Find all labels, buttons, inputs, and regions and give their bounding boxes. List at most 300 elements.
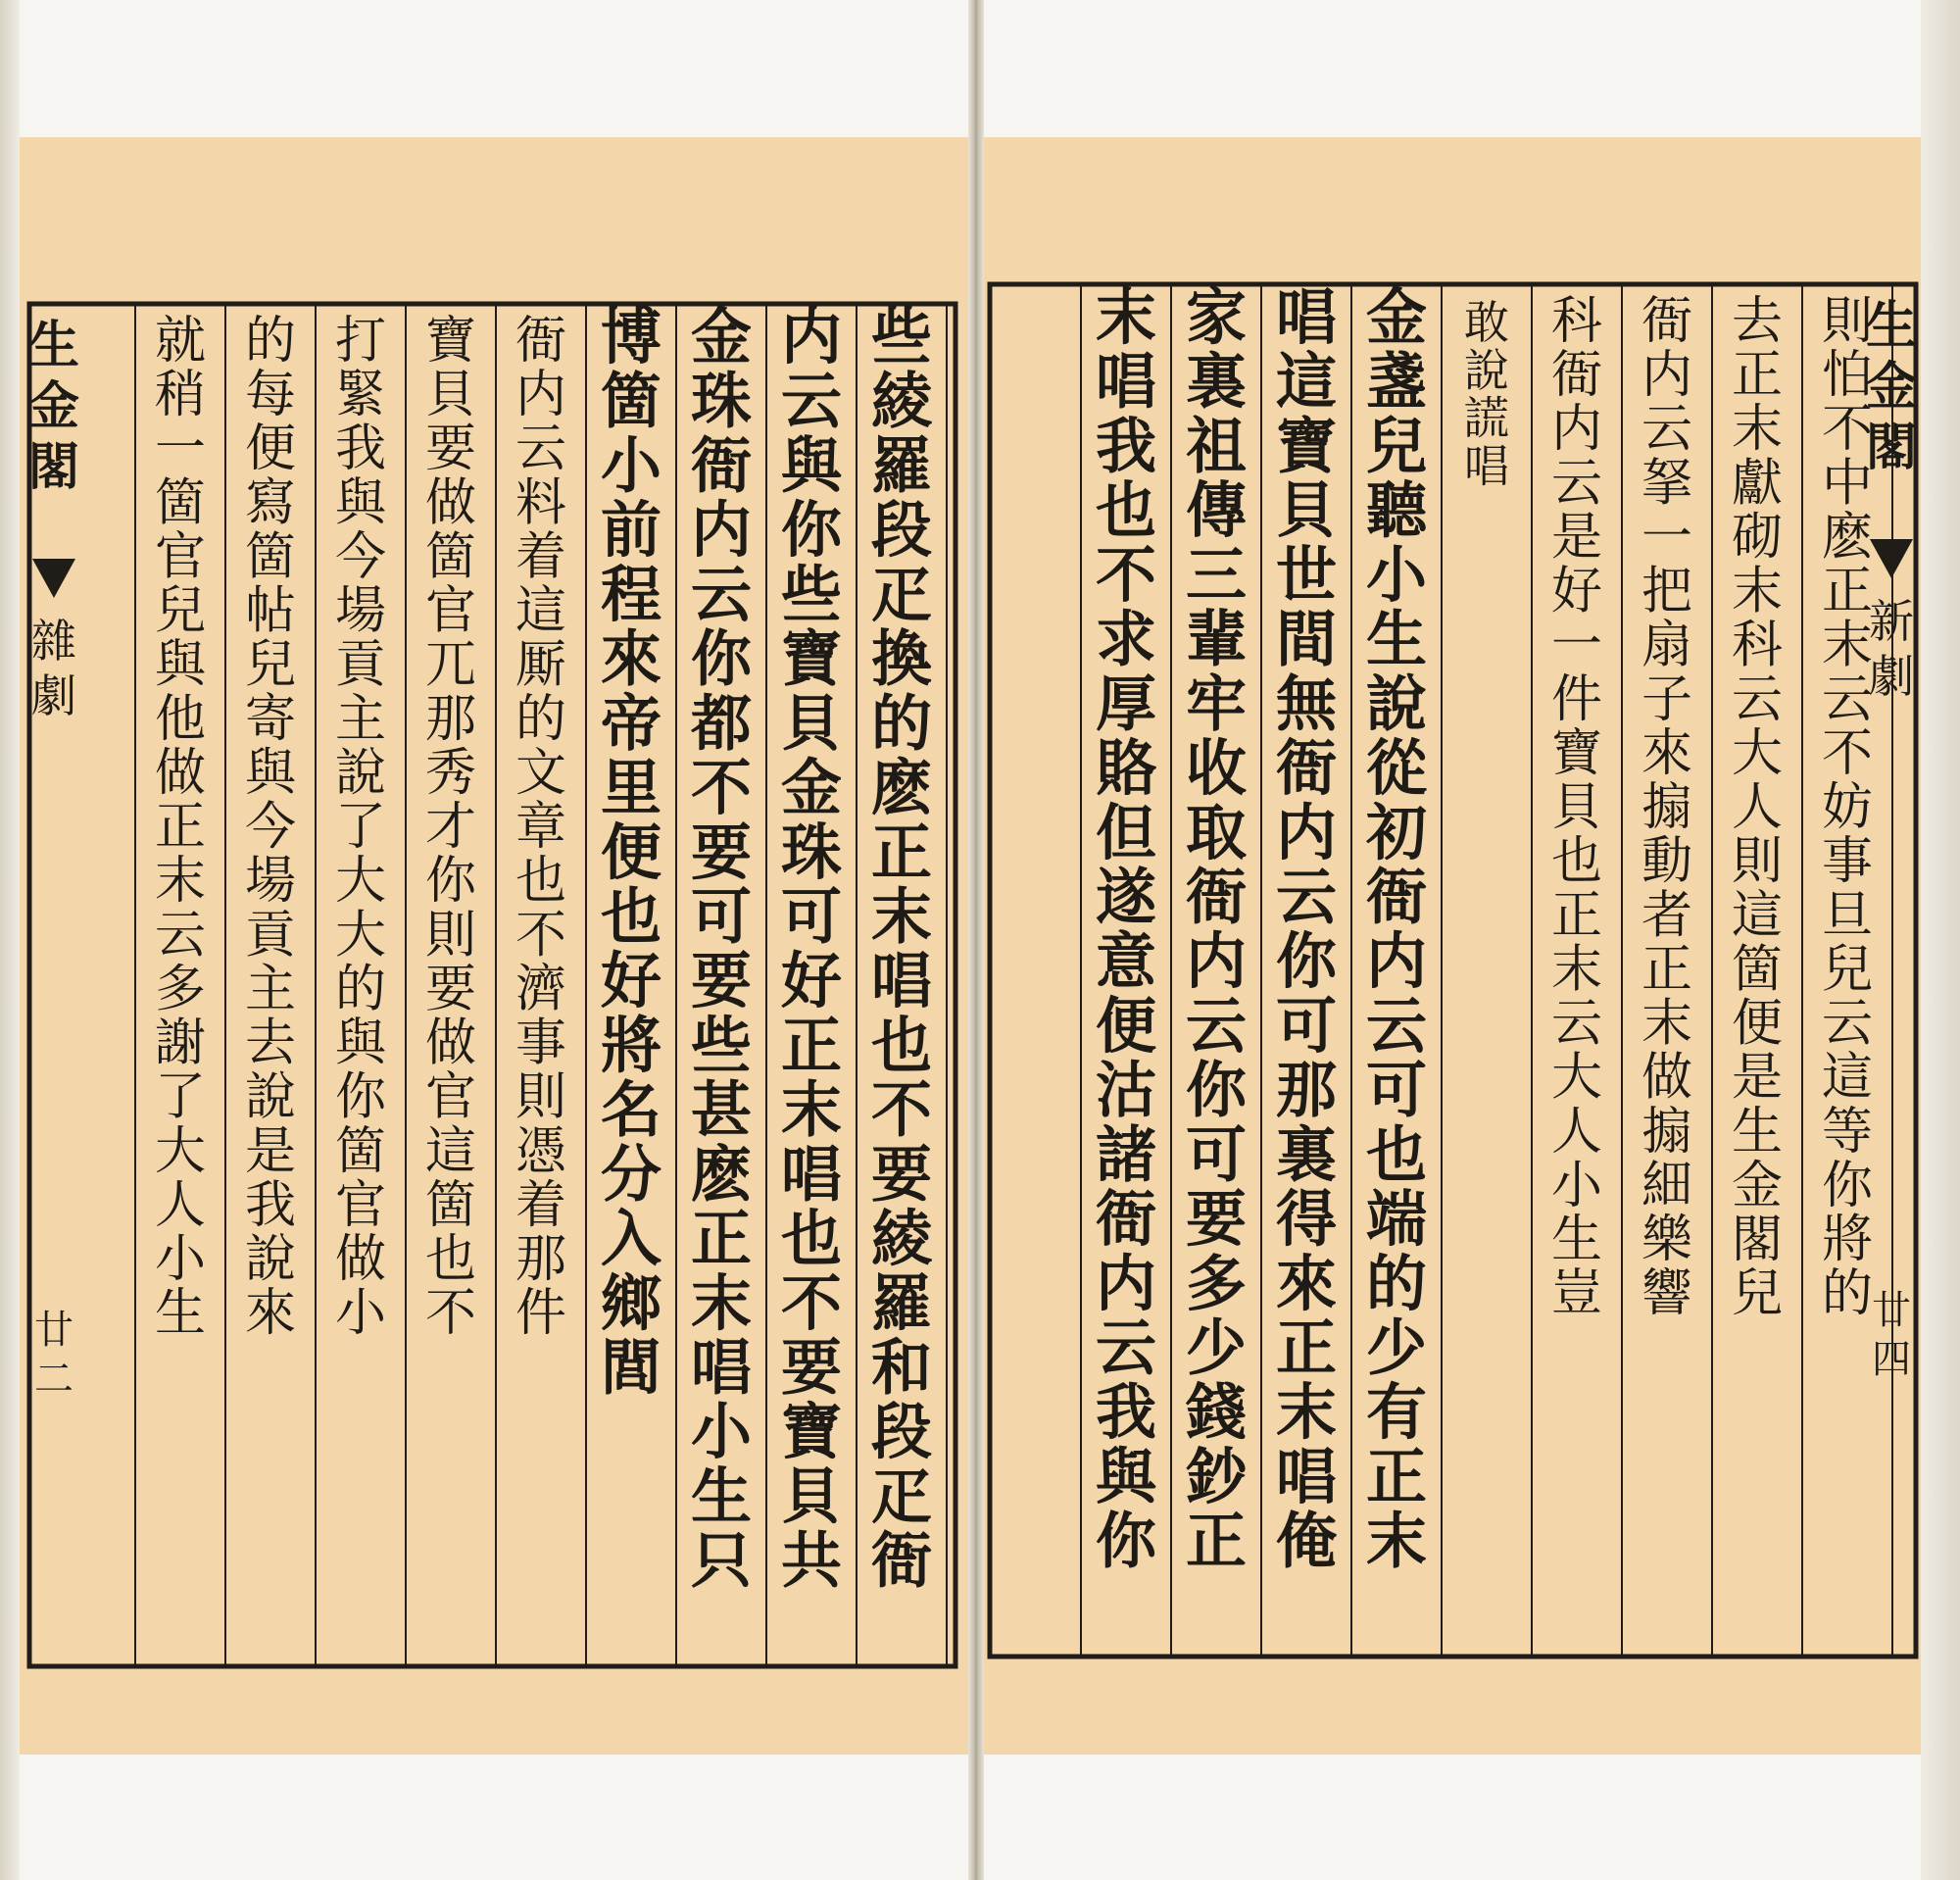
left-line-1-char: 不 <box>780 1266 843 1339</box>
right-line-6-char: 這 <box>1275 345 1338 418</box>
left-line-6-char: 緊 <box>334 366 387 425</box>
right-line-5-char: 小 <box>1365 538 1428 611</box>
right-line-6-char: 可 <box>1275 989 1338 1062</box>
right-line-3-char: 人 <box>1550 1102 1603 1162</box>
left-line-6-char: 做 <box>334 1230 387 1290</box>
right-folio-char: 廿 <box>1872 1288 1911 1333</box>
left-line-8-char: 末 <box>154 852 207 912</box>
right-line-6-char: 唱 <box>1275 281 1338 353</box>
right-line-3-char: 一 <box>1550 616 1603 675</box>
left-line-3-char: 入 <box>600 1203 662 1275</box>
left-line-5-char: 貝 <box>424 366 477 425</box>
right-line-6-char: 世 <box>1275 538 1338 611</box>
left-line-8-char: 了 <box>154 1067 207 1127</box>
left-line-2-char: 只 <box>690 1524 753 1597</box>
right-line-6-char: 唱 <box>1275 1440 1338 1512</box>
left-line-3-char: 程 <box>600 558 662 630</box>
right-line-0-char: 妨 <box>1821 778 1874 838</box>
left-line-2-char: 麽 <box>690 1138 753 1211</box>
left-line-6-char: 大 <box>334 906 387 965</box>
left-line-5-char: 做 <box>424 1014 477 1073</box>
left-line-7-char: 說 <box>244 1230 297 1290</box>
left-line-6-char: 場 <box>334 581 387 641</box>
right-line-2-char: 扇 <box>1641 616 1693 675</box>
left-line-5-char: 官 <box>424 581 477 641</box>
right-line-2-char: 響 <box>1641 1264 1693 1324</box>
right-line-0-char: 旦 <box>1821 886 1874 946</box>
left-line-5-char: 寶 <box>424 312 477 371</box>
right-line-8-char: 意 <box>1095 925 1157 998</box>
right-line-5-char: 少 <box>1365 1311 1428 1384</box>
right-line-8-char: 與 <box>1095 1440 1157 1512</box>
right-line-0-char: 不 <box>1821 400 1874 460</box>
right-line-6-char: 裏 <box>1275 1118 1338 1191</box>
left-line-5-char: 要 <box>424 960 477 1019</box>
left-line-0-char: 麽 <box>870 752 933 824</box>
right-line-7-char: 多 <box>1185 1247 1248 1319</box>
left-line-1-char: 也 <box>780 1203 843 1275</box>
left-line-2-char: 都 <box>690 687 753 760</box>
right-section-char: 劇 <box>1869 650 1914 703</box>
right-section-char: 新 <box>1869 595 1914 648</box>
right-line-2-char: 者 <box>1641 886 1693 946</box>
left-line-7-char: 去 <box>244 1014 297 1073</box>
left-line-5-char: 官 <box>424 1067 477 1127</box>
right-line-8-char: 不 <box>1095 538 1157 611</box>
left-line-0-char: 綾 <box>870 365 933 437</box>
right-line-0-char: 事 <box>1821 832 1874 892</box>
right-line-4-char: 敢 <box>1464 296 1509 349</box>
left-line-7-char: 寄 <box>244 689 297 749</box>
left-line-0-char: 的 <box>870 687 933 760</box>
right-line-0-char: 正 <box>1821 562 1874 621</box>
right-line-2-char: 搧 <box>1641 778 1693 838</box>
right-line-1-char: 末 <box>1731 562 1784 621</box>
left-line-4-char: 衙 <box>514 312 567 371</box>
left-line-0-char: 疋 <box>870 1459 933 1532</box>
left-folio-char: 廿 <box>34 1308 74 1353</box>
left-line-3-char: 名 <box>600 1073 662 1146</box>
right-line-8-char: 我 <box>1095 410 1157 482</box>
right-line-1-char: 金 <box>1731 1156 1784 1215</box>
left-line-5-char: 秀 <box>424 743 477 803</box>
right-line-2-char: 樂 <box>1641 1211 1693 1270</box>
left-line-2-char: 些 <box>690 1009 753 1081</box>
right-line-8-char: 我 <box>1095 1376 1157 1449</box>
left-line-7-char: 兒 <box>244 635 297 695</box>
right-line-1-char: 獻 <box>1731 454 1784 514</box>
left-line-1-char: 寶 <box>780 1396 843 1468</box>
right-line-1-char: 去 <box>1731 292 1784 351</box>
right-line-7-char: 你 <box>1185 1054 1248 1126</box>
right-line-8-char: 末 <box>1095 281 1157 353</box>
left-line-6-char: 小 <box>334 1284 387 1344</box>
right-line-5-char: 可 <box>1365 1054 1428 1126</box>
right-line-7-char: 少 <box>1185 1311 1248 1384</box>
left-line-5-char: 箇 <box>424 1175 477 1235</box>
left-line-4-char: 文 <box>514 743 567 803</box>
right-line-6-char: 俺 <box>1275 1505 1338 1577</box>
right-line-3-char: 好 <box>1550 562 1603 621</box>
left-line-4-char: 厮 <box>514 635 567 695</box>
right-line-0-char: 怕 <box>1821 346 1874 406</box>
right-line-1-char: 正 <box>1731 346 1784 406</box>
left-line-4-char: 不 <box>514 906 567 965</box>
left-line-3-char: 便 <box>600 816 662 888</box>
left-line-3-char: 也 <box>600 880 662 953</box>
left-line-1-char: 末 <box>780 1073 843 1146</box>
right-line-3-char: 末 <box>1550 940 1603 1000</box>
right-line-5-char: 生 <box>1365 603 1428 675</box>
right-line-0-char: 云 <box>1821 669 1874 729</box>
right-line-0-char: 這 <box>1821 1048 1874 1108</box>
left-line-8-char: 正 <box>154 798 207 858</box>
left-line-2-char: 内 <box>690 494 753 567</box>
left-line-3-char: 來 <box>600 622 662 695</box>
left-line-7-char: 是 <box>244 1121 297 1181</box>
right-line-8-char: 便 <box>1095 989 1157 1062</box>
left-line-8-char: 大 <box>154 1121 207 1181</box>
right-line-3-char: 件 <box>1550 669 1603 729</box>
left-line-6-char: 今 <box>334 527 387 587</box>
left-line-8-char: 兒 <box>154 581 207 641</box>
left-line-6-char: 官 <box>334 1175 387 1235</box>
right-line-1-char: 這 <box>1731 886 1784 946</box>
left-line-3-char: 前 <box>600 494 662 567</box>
left-line-8-char: 謝 <box>154 1014 207 1073</box>
right-line-1-char: 是 <box>1731 1048 1784 1108</box>
right-line-5-char: 正 <box>1365 1440 1428 1512</box>
left-fishtail-mark <box>32 559 75 598</box>
left-line-4-char: 憑 <box>514 1121 567 1181</box>
right-line-1-char: 末 <box>1731 400 1784 460</box>
right-line-2-char: 搧 <box>1641 1102 1693 1162</box>
right-line-7-char: 家 <box>1185 281 1248 353</box>
left-line-0-char: 要 <box>870 1138 933 1211</box>
right-line-5-char: 盞 <box>1365 345 1428 418</box>
right-line-1-char: 云 <box>1731 669 1784 729</box>
right-line-1-char: 人 <box>1731 778 1784 838</box>
left-line-7-char: 便 <box>244 420 297 479</box>
left-line-7-char: 寫 <box>244 473 297 533</box>
left-line-0-char: 疋 <box>870 558 933 630</box>
left-line-3-char: 箇 <box>600 365 662 437</box>
right-line-5-char: 的 <box>1365 1247 1428 1319</box>
right-line-8-char: 諸 <box>1095 1118 1157 1191</box>
right-line-3-char: 是 <box>1550 508 1603 568</box>
left-line-5-char: 做 <box>424 473 477 533</box>
left-line-2-char: 衙 <box>690 429 753 502</box>
right-line-0-char: 不 <box>1821 723 1874 783</box>
right-line-7-char: 裏 <box>1185 345 1248 418</box>
left-line-8-char: 做 <box>154 743 207 803</box>
right-line-7-char: 云 <box>1185 989 1248 1062</box>
left-line-7-char: 我 <box>244 1175 297 1235</box>
left-line-7-char: 來 <box>244 1284 297 1344</box>
left-line-3-char: 分 <box>600 1138 662 1211</box>
right-line-0-char: 云 <box>1821 994 1874 1054</box>
right-line-8-char: 你 <box>1095 1505 1157 1577</box>
left-line-4-char: 的 <box>514 689 567 749</box>
left-line-0-char: 羅 <box>870 429 933 502</box>
left-line-8-char: 多 <box>154 960 207 1019</box>
left-line-0-char: 末 <box>870 880 933 953</box>
right-line-2-char: 子 <box>1641 669 1693 729</box>
left-line-6-char: 貢 <box>334 635 387 695</box>
right-line-3-char: 小 <box>1550 1156 1603 1215</box>
left-line-1-char: 珠 <box>780 816 843 888</box>
left-line-7-char: 箇 <box>244 527 297 587</box>
left-line-1-char: 云 <box>780 365 843 437</box>
right-line-8-char: 遂 <box>1095 861 1157 933</box>
left-line-1-char: 要 <box>780 1331 843 1404</box>
left-line-7-char: 說 <box>244 1067 297 1127</box>
left-line-0-char: 段 <box>870 1396 933 1468</box>
right-line-2-char: 正 <box>1641 940 1693 1000</box>
left-line-0-char: 和 <box>870 1331 933 1404</box>
right-line-7-char: 正 <box>1185 1505 1248 1577</box>
right-line-7-char: 錢 <box>1185 1376 1248 1449</box>
left-line-3-char: 將 <box>600 1009 662 1081</box>
left-line-0-char: 綾 <box>870 1203 933 1275</box>
left-line-1-char: 共 <box>780 1524 843 1597</box>
right-line-7-char: 取 <box>1185 796 1248 868</box>
right-line-6-char: 來 <box>1275 1247 1338 1319</box>
left-line-5-char: 這 <box>424 1121 477 1181</box>
left-line-4-char: 章 <box>514 798 567 858</box>
right-line-7-char: 傳 <box>1185 474 1248 547</box>
right-line-5-char: 有 <box>1365 1376 1428 1449</box>
right-line-8-char: 云 <box>1095 1311 1157 1384</box>
right-line-1-char: 箇 <box>1731 940 1784 1000</box>
right-line-6-char: 無 <box>1275 668 1338 740</box>
left-line-1-char: 正 <box>780 1009 843 1081</box>
right-line-5-char: 云 <box>1365 989 1428 1062</box>
right-line-6-char: 貝 <box>1275 474 1338 547</box>
right-line-5-char: 衙 <box>1365 861 1428 933</box>
left-line-7-char: 主 <box>244 960 297 1019</box>
right-line-2-char: 把 <box>1641 562 1693 621</box>
right-line-6-char: 你 <box>1275 925 1338 998</box>
right-line-0-char: 等 <box>1821 1102 1874 1162</box>
right-line-5-char: 從 <box>1365 732 1428 805</box>
right-heading-char: 閣 <box>1865 418 1918 477</box>
right-line-5-char: 兒 <box>1365 410 1428 482</box>
left-line-0-char: 段 <box>870 494 933 567</box>
right-line-0-char: 的 <box>1821 1264 1874 1324</box>
left-line-0-char: 羅 <box>870 1266 933 1339</box>
left-line-6-char: 你 <box>334 1067 387 1127</box>
left-line-7-char: 場 <box>244 852 297 912</box>
left-line-6-char: 與 <box>334 1014 387 1073</box>
right-line-0-char: 將 <box>1821 1211 1874 1270</box>
left-line-8-char: 小 <box>154 1230 207 1290</box>
left-line-0-char: 正 <box>870 816 933 888</box>
right-line-2-char: 細 <box>1641 1156 1693 1215</box>
right-line-7-char: 鈔 <box>1185 1440 1248 1512</box>
left-line-4-char: 濟 <box>514 960 567 1019</box>
right-line-0-char: 末 <box>1821 616 1874 675</box>
right-line-0-char: 你 <box>1821 1156 1874 1215</box>
right-line-8-char: 内 <box>1095 1247 1157 1319</box>
right-line-5-char: 說 <box>1365 668 1428 740</box>
right-line-3-char: 生 <box>1550 1211 1603 1270</box>
right-line-3-char: 衙 <box>1550 346 1603 406</box>
left-line-2-char: 要 <box>690 816 753 888</box>
right-line-3-char: 内 <box>1550 400 1603 460</box>
right-line-7-char: 要 <box>1185 1183 1248 1256</box>
right-heading-char: 生 <box>1865 296 1918 356</box>
left-line-6-char: 說 <box>334 743 387 803</box>
left-line-2-char: 珠 <box>690 365 753 437</box>
right-line-0-char: 兒 <box>1821 940 1874 1000</box>
right-line-7-char: 衙 <box>1185 861 1248 933</box>
right-line-1-char: 則 <box>1731 832 1784 892</box>
right-line-7-char: 三 <box>1185 538 1248 611</box>
left-line-0-char: 換 <box>870 622 933 695</box>
left-line-5-char: 兀 <box>424 635 477 695</box>
left-line-1-char: 你 <box>780 494 843 567</box>
left-line-7-char: 與 <box>244 743 297 803</box>
right-line-6-char: 衙 <box>1275 732 1338 805</box>
left-line-5-char: 那 <box>424 689 477 749</box>
right-line-6-char: 間 <box>1275 603 1338 675</box>
right-line-6-char: 内 <box>1275 796 1338 868</box>
left-line-1-char: 好 <box>780 945 843 1017</box>
right-line-8-char: 求 <box>1095 603 1157 675</box>
left-line-1-char: 寶 <box>780 622 843 695</box>
right-line-5-char: 内 <box>1365 925 1428 998</box>
left-line-2-char: 生 <box>690 1459 753 1532</box>
right-line-2-char: 内 <box>1641 346 1693 406</box>
right-line-6-char: 云 <box>1275 861 1338 933</box>
right-line-2-char: 末 <box>1641 994 1693 1054</box>
right-line-1-char: 便 <box>1731 994 1784 1054</box>
left-line-0-char: 不 <box>870 1073 933 1146</box>
left-line-1-char: 唱 <box>780 1138 843 1211</box>
right-line-3-char: 豈 <box>1550 1264 1603 1324</box>
left-line-6-char: 我 <box>334 420 387 479</box>
left-line-6-char: 箇 <box>334 1121 387 1181</box>
right-line-3-char: 寶 <box>1550 723 1603 783</box>
left-line-7-char: 的 <box>244 312 297 371</box>
right-line-8-char: 但 <box>1095 796 1157 868</box>
left-heading-char: 閣 <box>27 437 80 497</box>
right-line-5-char: 金 <box>1365 281 1428 353</box>
left-line-5-char: 你 <box>424 852 477 912</box>
left-line-1-char: 貝 <box>780 1459 843 1532</box>
right-line-1-char: 科 <box>1731 616 1784 675</box>
right-line-8-char: 厚 <box>1095 668 1157 740</box>
right-line-8-char: 沽 <box>1095 1054 1157 1126</box>
left-line-8-char: 一 <box>154 420 207 479</box>
left-section-char: 雜 <box>31 615 76 668</box>
right-line-6-char: 得 <box>1275 1183 1338 1256</box>
left-line-4-char: 着 <box>514 527 567 587</box>
right-line-1-char: 大 <box>1731 723 1784 783</box>
left-line-4-char: 事 <box>514 1014 567 1073</box>
right-line-1-char: 兒 <box>1731 1264 1784 1324</box>
left-line-3-char: 博 <box>600 301 662 372</box>
left-line-2-char: 末 <box>690 1266 753 1339</box>
right-line-3-char: 也 <box>1550 832 1603 892</box>
left-heading-char: 生 <box>27 316 80 375</box>
left-line-4-char: 件 <box>514 1284 567 1344</box>
left-line-8-char: 人 <box>154 1175 207 1235</box>
right-line-2-char: 一 <box>1641 508 1693 568</box>
right-fishtail-mark <box>1870 539 1913 578</box>
left-line-8-char: 云 <box>154 906 207 965</box>
left-line-2-char: 云 <box>690 558 753 630</box>
left-line-5-char: 要 <box>424 420 477 479</box>
right-line-8-char: 也 <box>1095 474 1157 547</box>
right-line-1-char: 閣 <box>1731 1211 1784 1270</box>
right-folio-char: 四 <box>1872 1337 1911 1382</box>
right-line-7-char: 可 <box>1185 1118 1248 1191</box>
left-line-4-char: 着 <box>514 1175 567 1235</box>
right-line-8-char: 衙 <box>1095 1183 1157 1256</box>
left-line-4-char: 這 <box>514 581 567 641</box>
right-line-3-char: 貝 <box>1550 778 1603 838</box>
left-line-1-char: 可 <box>780 880 843 953</box>
left-line-5-char: 才 <box>424 798 477 858</box>
left-line-2-char: 甚 <box>690 1073 753 1146</box>
left-line-1-char: 金 <box>780 752 843 824</box>
left-line-2-char: 唱 <box>690 1331 753 1404</box>
right-line-4-char: 謊 <box>1464 391 1509 445</box>
right-line-3-char: 科 <box>1550 292 1603 351</box>
right-line-2-char: 拏 <box>1641 454 1693 514</box>
left-line-6-char: 的 <box>334 960 387 1019</box>
right-line-7-char: 祖 <box>1185 410 1248 482</box>
right-line-3-char: 正 <box>1550 886 1603 946</box>
right-line-0-char: 則 <box>1821 292 1874 351</box>
left-line-0-char: 些 <box>870 301 933 372</box>
left-line-8-char: 就 <box>154 312 207 371</box>
left-line-0-char: 也 <box>870 1009 933 1081</box>
right-line-5-char: 端 <box>1365 1183 1428 1256</box>
left-line-8-char: 生 <box>154 1284 207 1344</box>
left-line-2-char: 要 <box>690 945 753 1017</box>
left-line-3-char: 帝 <box>600 687 662 760</box>
right-line-8-char: 賂 <box>1095 732 1157 805</box>
right-line-2-char: 來 <box>1641 723 1693 783</box>
right-line-6-char: 正 <box>1275 1311 1338 1384</box>
right-line-6-char: 末 <box>1275 1376 1338 1449</box>
left-line-0-char: 衙 <box>870 1524 933 1597</box>
left-line-3-char: 里 <box>600 752 662 824</box>
left-line-2-char: 小 <box>690 1396 753 1468</box>
left-line-6-char: 大 <box>334 852 387 912</box>
left-line-7-char: 帖 <box>244 581 297 641</box>
right-line-5-char: 也 <box>1365 1118 1428 1191</box>
right-line-2-char: 云 <box>1641 400 1693 460</box>
left-line-2-char: 正 <box>690 1203 753 1275</box>
left-line-6-char: 主 <box>334 689 387 749</box>
right-line-3-char: 云 <box>1550 994 1603 1054</box>
left-line-7-char: 今 <box>244 798 297 858</box>
left-line-5-char: 箇 <box>424 527 477 587</box>
left-line-1-char: 内 <box>780 301 843 372</box>
right-line-7-char: 輩 <box>1185 603 1248 675</box>
right-line-5-char: 初 <box>1365 796 1428 868</box>
left-line-7-char: 貢 <box>244 906 297 965</box>
left-line-4-char: 也 <box>514 852 567 912</box>
right-line-5-char: 末 <box>1365 1505 1428 1577</box>
left-line-3-char: 鄉 <box>600 1266 662 1339</box>
right-line-6-char: 寶 <box>1275 410 1338 482</box>
right-heading-char: 金 <box>1865 357 1918 417</box>
